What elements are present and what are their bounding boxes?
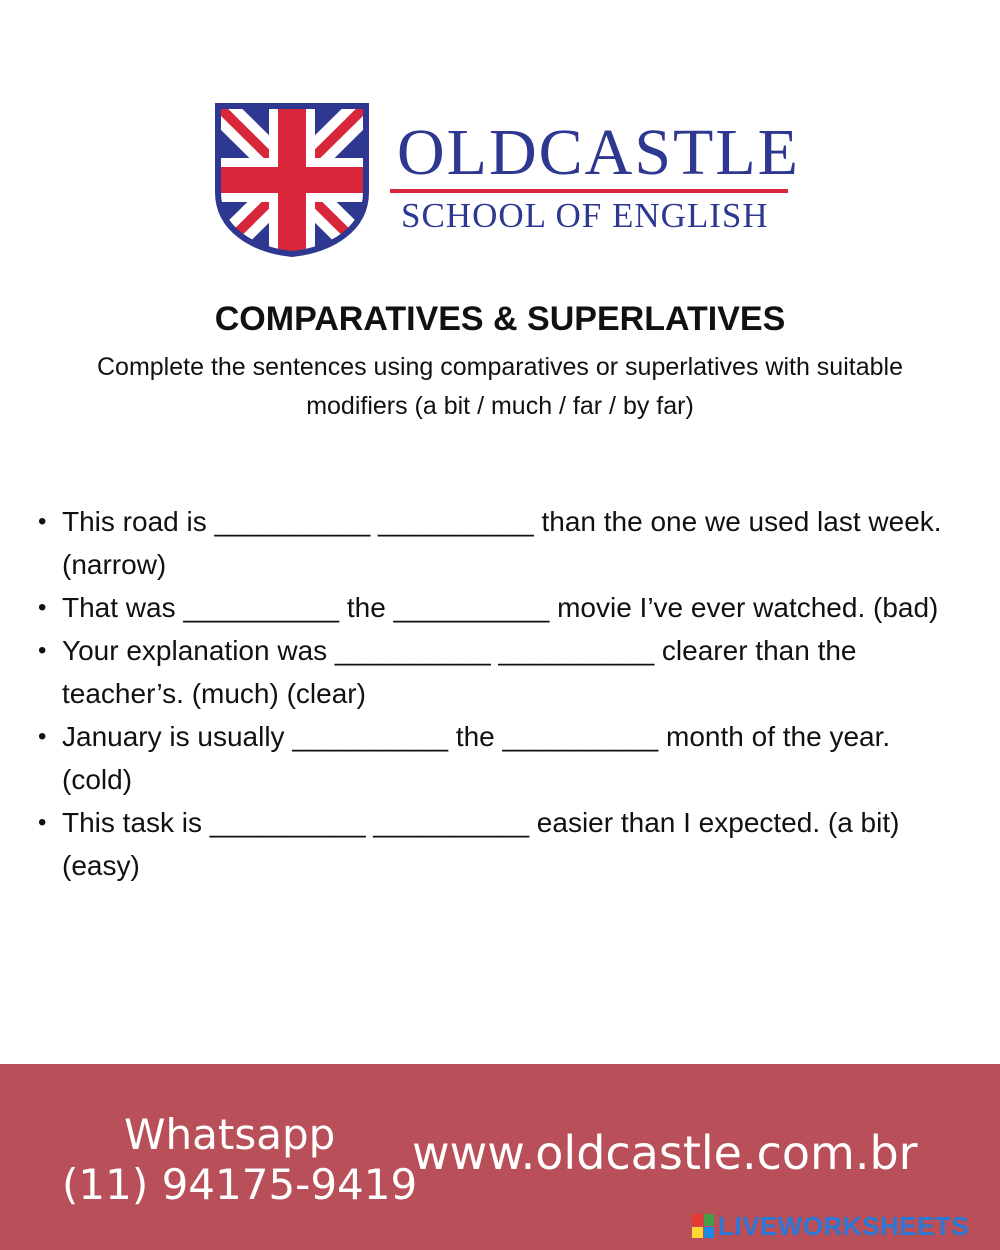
union-jack-shield-icon — [212, 100, 372, 258]
exercise-text: Your explanation was __________ __________ clearer than the teacher’s. (much) (clear) — [62, 635, 857, 709]
exercise-text: January is usually __________ the __________ month of the year. (cold) — [62, 721, 891, 795]
exercise-item — [34, 500, 954, 586]
instructions-line-1: Complete the sentences using comparatives or superlatives with suitable — [97, 353, 903, 381]
exercise-text: This road is __________ __________ than the one we used last week. (narrow) — [62, 506, 942, 580]
bullet-icon: • — [38, 809, 47, 836]
exercise-text: That was __________ the __________ movie I’ve ever watched. (bad) — [62, 592, 939, 623]
website-link[interactable]: www.oldcastle.com.br — [412, 1126, 918, 1180]
worksheet-title: COMPARATIVES & SUPERLATIVES — [214, 300, 786, 338]
whatsapp-phone: (11) 94175-9419 — [62, 1160, 418, 1209]
bullet-icon: • — [38, 508, 47, 535]
exercise-item — [34, 586, 954, 629]
liveworksheets-watermark[interactable] — [692, 1212, 969, 1240]
whatsapp-label: Whatsapp — [124, 1110, 336, 1159]
instructions-line-2: modifiers (a bit / much / far / by far) — [306, 392, 694, 420]
bullet-icon: • — [38, 637, 47, 664]
exercise-item — [34, 715, 954, 801]
brand-name: OLDCASTLE — [397, 116, 800, 189]
exercise-list — [34, 500, 954, 887]
exercise-text: This task is __________ __________ easier than I expected. (a bit) (easy) — [62, 807, 900, 881]
worksheet-instructions — [20, 348, 980, 426]
liveworksheets-logo-icon — [692, 1214, 714, 1238]
exercise-item — [34, 629, 954, 715]
bullet-icon: • — [38, 594, 47, 621]
liveworksheets-text: LIVEWORKSHEETS — [718, 1210, 970, 1241]
bullet-icon: • — [38, 723, 47, 750]
exercise-item — [34, 801, 954, 887]
brand-divider — [390, 189, 788, 193]
brand-tagline: SCHOOL OF ENGLISH — [401, 196, 769, 235]
